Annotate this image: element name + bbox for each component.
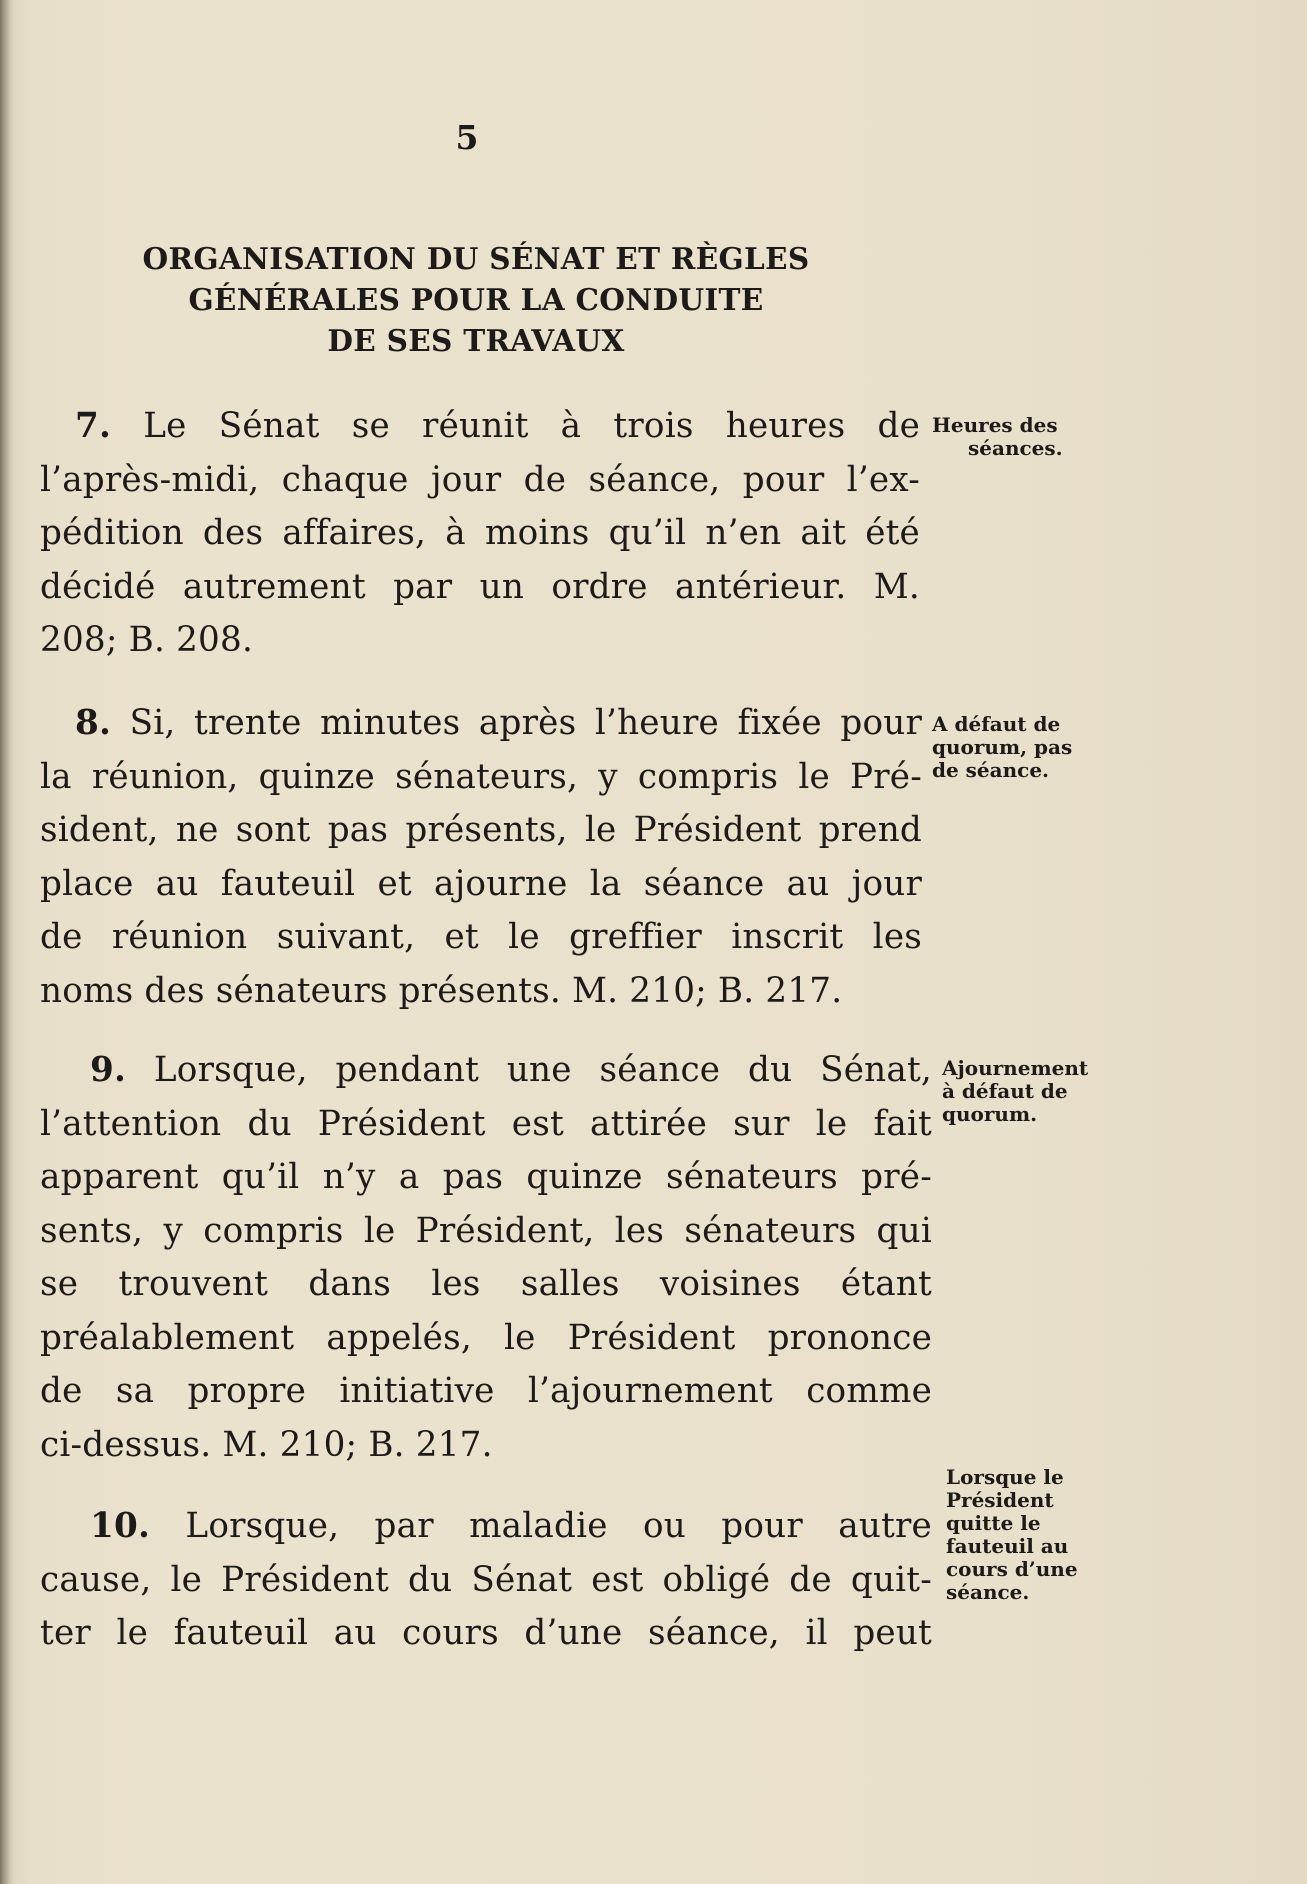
- heading-line: ORGANISATION DU SÉNAT ET RÈGLES: [142, 241, 810, 276]
- binding-shadow: [0, 0, 14, 1884]
- paragraph-line: ter le fauteuil au cours d’une séance, il peut: [40, 1613, 932, 1653]
- paragraph-line: sident, ne sont pas présents, le Président prend: [40, 810, 922, 850]
- margin-note-7: Heures des séances.: [932, 413, 1063, 460]
- paragraph-line: cause, le Président du Sénat est obligé de quit-: [40, 1559, 932, 1600]
- paragraph-line: noms des sénateurs présents. M. 210; B. 217.: [40, 970, 843, 1011]
- paragraph-line: décidé autrement par un ordre antérieur. M.: [40, 566, 920, 607]
- paragraph-line: la réunion, quinze sénateurs, y compris le Pré-: [40, 756, 922, 797]
- paragraph-line: l’après-midi, chaque jour de séance, pour l’ex-: [40, 459, 920, 500]
- paragraph-10: [40, 1500, 932, 1661]
- paragraph-number: 8.: [75, 703, 112, 743]
- paragraph-line: ci-dessus. M. 210; B. 217.: [40, 1424, 493, 1465]
- paragraph-line: Si, trente minutes après l’heure fixée pour: [111, 703, 922, 743]
- paragraph-line: 208; B. 208.: [40, 620, 254, 660]
- page-number: 5: [455, 118, 479, 157]
- paragraph-line: Le Sénat se réunit à trois heures de: [111, 406, 920, 446]
- margin-note-10: Lorsque le Président quitte le fauteuil au cours d’une séance.: [946, 1465, 1078, 1604]
- heading-line: GÉNÉRALES POUR LA CONDUITE: [188, 282, 764, 317]
- paragraph-line: pédition des affaires, à moins qu’il n’en ait été: [40, 513, 920, 553]
- paragraph-number: 10.: [90, 1506, 151, 1546]
- paragraph-8: [40, 697, 922, 1018]
- paragraph-line: de sa propre initiative l’ajournement comme: [40, 1371, 932, 1411]
- paragraph-line: Lorsque, pendant une séance du Sénat,: [126, 1050, 932, 1090]
- paragraph-line: place au fauteuil et ajourne la séance au jour: [40, 863, 922, 904]
- paragraph-line: de réunion suivant, et le greffier inscrit les: [40, 917, 922, 957]
- paragraph-line: se trouvent dans les salles voisines étant: [40, 1264, 932, 1304]
- paragraph-line: Lorsque, par maladie ou pour autre: [150, 1506, 932, 1546]
- chapter-heading: [66, 238, 886, 361]
- paragraph-number: 7.: [75, 406, 112, 446]
- paragraph-7: [40, 400, 920, 668]
- paragraph-line: apparent qu’il n’y a pas quinze sénateurs pré-: [40, 1157, 932, 1197]
- margin-note-9: Ajournement à défaut de quorum.: [942, 1056, 1089, 1126]
- paragraph-line: l’attention du Président est attirée sur le fait: [40, 1103, 932, 1144]
- heading-line: DE SES TRAVAUX: [327, 323, 625, 358]
- paragraph-9: [40, 1044, 932, 1472]
- margin-note-8: A défaut de quorum, pas de séance.: [932, 712, 1073, 782]
- paragraph-number: 9.: [90, 1050, 127, 1090]
- paragraph-line: préalablement appelés, le Président prononce: [40, 1317, 932, 1358]
- paragraph-line: sents, y compris le Président, les sénateurs qui: [40, 1210, 932, 1251]
